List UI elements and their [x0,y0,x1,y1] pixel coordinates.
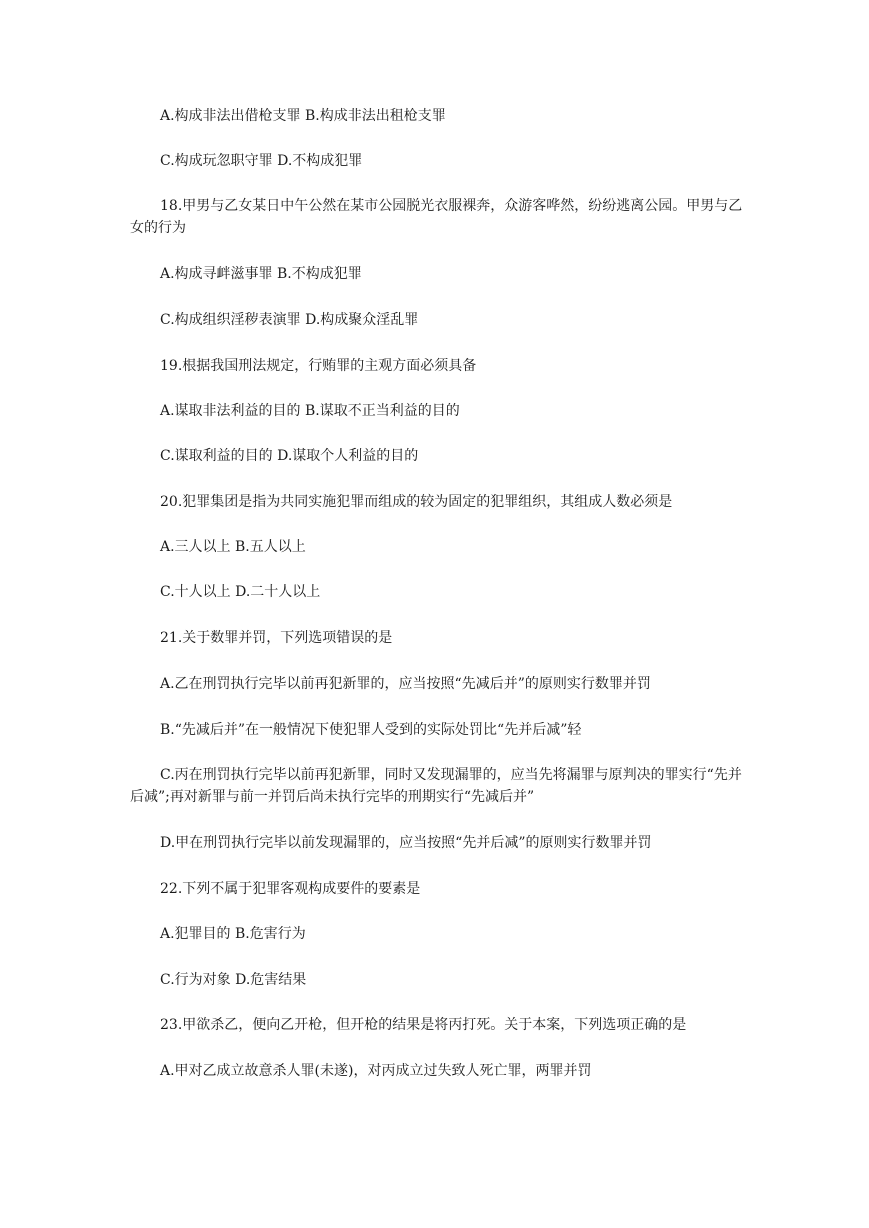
q23-option-a: A.甲对乙成立故意杀人罪(未遂)，对丙成立过失致人死亡罪，两罪并罚 [160,1063,592,1079]
q21-option-c: C.丙在刑罚执行完毕以前再犯新罪，同时又发现漏罪的，应当先将漏罪与原判决的罪实行“先并后减”;再对新罪与前一并罚后尚未执行完毕的刑期实行“先减后并” [130,767,742,805]
q18-stem: 18.甲男与乙女某日中午公然在某市公园脱光衣服裸奔，众游客哗然，纷纷逃离公园。甲男与乙女的行为 [130,198,743,236]
q22-stem: 22.下列不属于犯罪客观构成要件的要素是 [160,881,421,897]
q20-options-cd: C.十人以上 D.二十人以上 [160,584,321,600]
q21-option-d: D.甲在刑罚执行完毕以前发现漏罪的，应当按照“先并后减”的原则实行数罪并罚 [160,835,652,851]
q17-options-cd: C.构成玩忽职守罪 D.不构成犯罪 [160,153,363,169]
q17-options-ab: A.构成非法出借枪支罪 B.构成非法出租枪支罪 [160,108,446,124]
q21-option-b: B.“先减后并”在一般情况下使犯罪人受到的实际处罚比“先并后减”轻 [160,722,582,738]
q18-options-ab: A.构成寻衅滋事罪 B.不构成犯罪 [160,266,362,282]
q21-stem: 21.关于数罪并罚，下列选项错误的是 [160,630,393,646]
q22-options-ab: A.犯罪目的 B.危害行为 [160,926,306,942]
q22-options-cd: C.行为对象 D.危害结果 [160,972,307,988]
q19-options-cd: C.谋取利益的目的 D.谋取个人利益的目的 [160,448,419,464]
q23-stem: 23.甲欲杀乙，便向乙开枪，但开枪的结果是将丙打死。关于本案，下列选项正确的是 [160,1017,687,1033]
q19-stem: 19.根据我国刑法规定，行贿罪的主观方面必须具备 [160,358,477,374]
q18-options-cd: C.构成组织淫秽表演罪 D.构成聚众淫乱罪 [160,312,419,328]
q20-options-ab: A.三人以上 B.五人以上 [160,539,306,555]
q20-stem: 20.犯罪集团是指为共同实施犯罪而组成的较为固定的犯罪组织，其组成人数必须是 [160,494,673,510]
q21-option-a: A.乙在刑罚执行完毕以前再犯新罪的，应当按照“先减后并”的原则实行数罪并罚 [160,676,651,692]
q19-options-ab: A.谋取非法利益的目的 B.谋取不正当利益的目的 [160,403,460,419]
